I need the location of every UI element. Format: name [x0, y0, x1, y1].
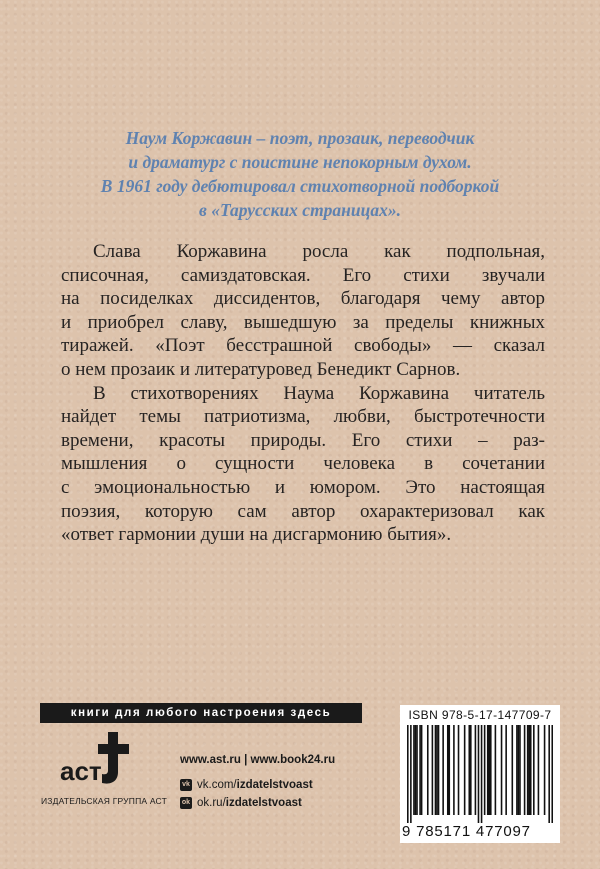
text-line: «ответ гармонии души на дисгармонию бытия».: [61, 524, 452, 546]
barcode-bar: [487, 725, 489, 815]
barcode-bar: [524, 725, 526, 815]
barcode-bar: [475, 725, 477, 815]
barcode-bar: [415, 725, 417, 815]
author-intro: [60, 126, 540, 222]
isbn-label: ISBN 978-5-17-147709-7: [408, 708, 552, 722]
barcode-bar: [413, 725, 415, 815]
text-line: Слава Коржавина росла как подпольная,: [93, 241, 545, 262]
text-line: В стихотворениях Наума Коржавина читатель: [93, 382, 545, 404]
barcode-bar: [551, 725, 553, 823]
text-line: и приобрел славу, вышедшую за пределы книжных: [61, 311, 545, 333]
barcode-bar: [505, 725, 507, 815]
barcode-bar: [527, 725, 529, 815]
barcode-bar: [416, 725, 418, 815]
barcode-bar: [478, 725, 480, 823]
intro-line: и драматург с поистине непокорным духом.: [128, 152, 472, 172]
ok-prefix: ok.ru/: [197, 796, 226, 809]
barcode-bar: [470, 725, 472, 815]
barcode-bar: [453, 725, 455, 815]
text-line: на посиделках диссидентов, благодаря чему автор: [61, 288, 545, 310]
annotation-text: [61, 240, 545, 547]
barcode-digits: 9 785171 477097: [402, 823, 531, 840]
barcode-bar: [435, 725, 437, 815]
barcode-bar: [436, 725, 438, 815]
barcode-bar: [427, 725, 429, 815]
text-line: тиражей. «Поэт бесстрашной свободы» — сказал: [61, 335, 545, 357]
barcode-bar: [481, 725, 483, 823]
publisher-contacts: [180, 754, 335, 813]
intro-line: в «Тарусских страницах».: [199, 200, 401, 220]
barcode-bar: [512, 725, 514, 815]
text-line: найдет темы патриотизма, любви, быстротечности: [61, 406, 545, 428]
barcode-bar: [538, 725, 540, 815]
isbn-barcode-block: [400, 705, 560, 843]
barcode-bar: [438, 725, 440, 815]
barcode-bar: [533, 725, 535, 815]
barcode-bar: [548, 725, 550, 823]
publisher-imprint: ИЗДАТЕЛЬСКАЯ ГРУППА АСТ: [41, 796, 167, 806]
vk-handle: izdatelstvoast: [236, 778, 313, 791]
barcode-bar: [421, 725, 423, 815]
barcode-bar: [410, 725, 412, 823]
barcode-bar: [495, 725, 497, 815]
text-line: поэзия, которую сам автор охарактеризовал как: [61, 500, 545, 522]
text-line: с эмоциональностью и юмором. Это настоящая: [61, 476, 545, 498]
publisher-tagline: книги для любого настроения здесь: [40, 703, 362, 723]
barcode-bar: [488, 725, 490, 815]
barcode-bar: [432, 725, 434, 815]
text-line: о нем прозаик и литературовед Бенедикт Сарнов.: [61, 358, 461, 380]
ast-logo: [58, 730, 130, 786]
ok-link: [180, 795, 335, 810]
vk-icon: vk: [180, 779, 192, 791]
barcode-bar: [448, 725, 450, 815]
barcode-bar: [407, 725, 409, 823]
barcode-bar: [516, 725, 518, 815]
barcode-bar: [419, 725, 421, 815]
vk-link: [180, 777, 335, 792]
website-links: www.ast.ru | www.book24.ru: [180, 754, 336, 766]
intro-line: В 1961 году дебютировал стихотворной подборкой: [100, 176, 500, 196]
barcode-bar: [458, 725, 460, 815]
ok-handle: izdatelstvoast: [225, 796, 302, 809]
barcode-bar: [544, 725, 546, 815]
barcode: [407, 725, 553, 823]
intro-line: Наум Коржавин – поэт, прозаик, переводчик: [125, 128, 475, 148]
logo-text: аст: [60, 756, 102, 786]
paragraph-1: [61, 240, 545, 382]
barcode-bar: [464, 725, 466, 815]
text-line: списочная, самиздатовская. Его стихи звучали: [61, 264, 545, 286]
text-line: времени, красоты природы. Его стихи – раз-: [61, 429, 545, 451]
barcode-bar: [530, 725, 532, 815]
vk-prefix: vk.com/: [197, 778, 237, 791]
barcode-bar: [501, 725, 503, 815]
ok-icon: ok: [180, 797, 192, 809]
barcode-bar: [528, 725, 530, 815]
paragraph-2: [61, 382, 545, 547]
barcode-bar: [519, 725, 521, 815]
barcode-bar: [484, 725, 486, 815]
barcode-bar: [518, 725, 520, 815]
barcode-bar: [447, 725, 449, 815]
barcode-bar: [468, 725, 470, 815]
barcode-bar: [442, 725, 444, 815]
barcode-bar: [490, 725, 492, 815]
text-line: мышления о сущности человека в сочетании: [61, 453, 545, 475]
